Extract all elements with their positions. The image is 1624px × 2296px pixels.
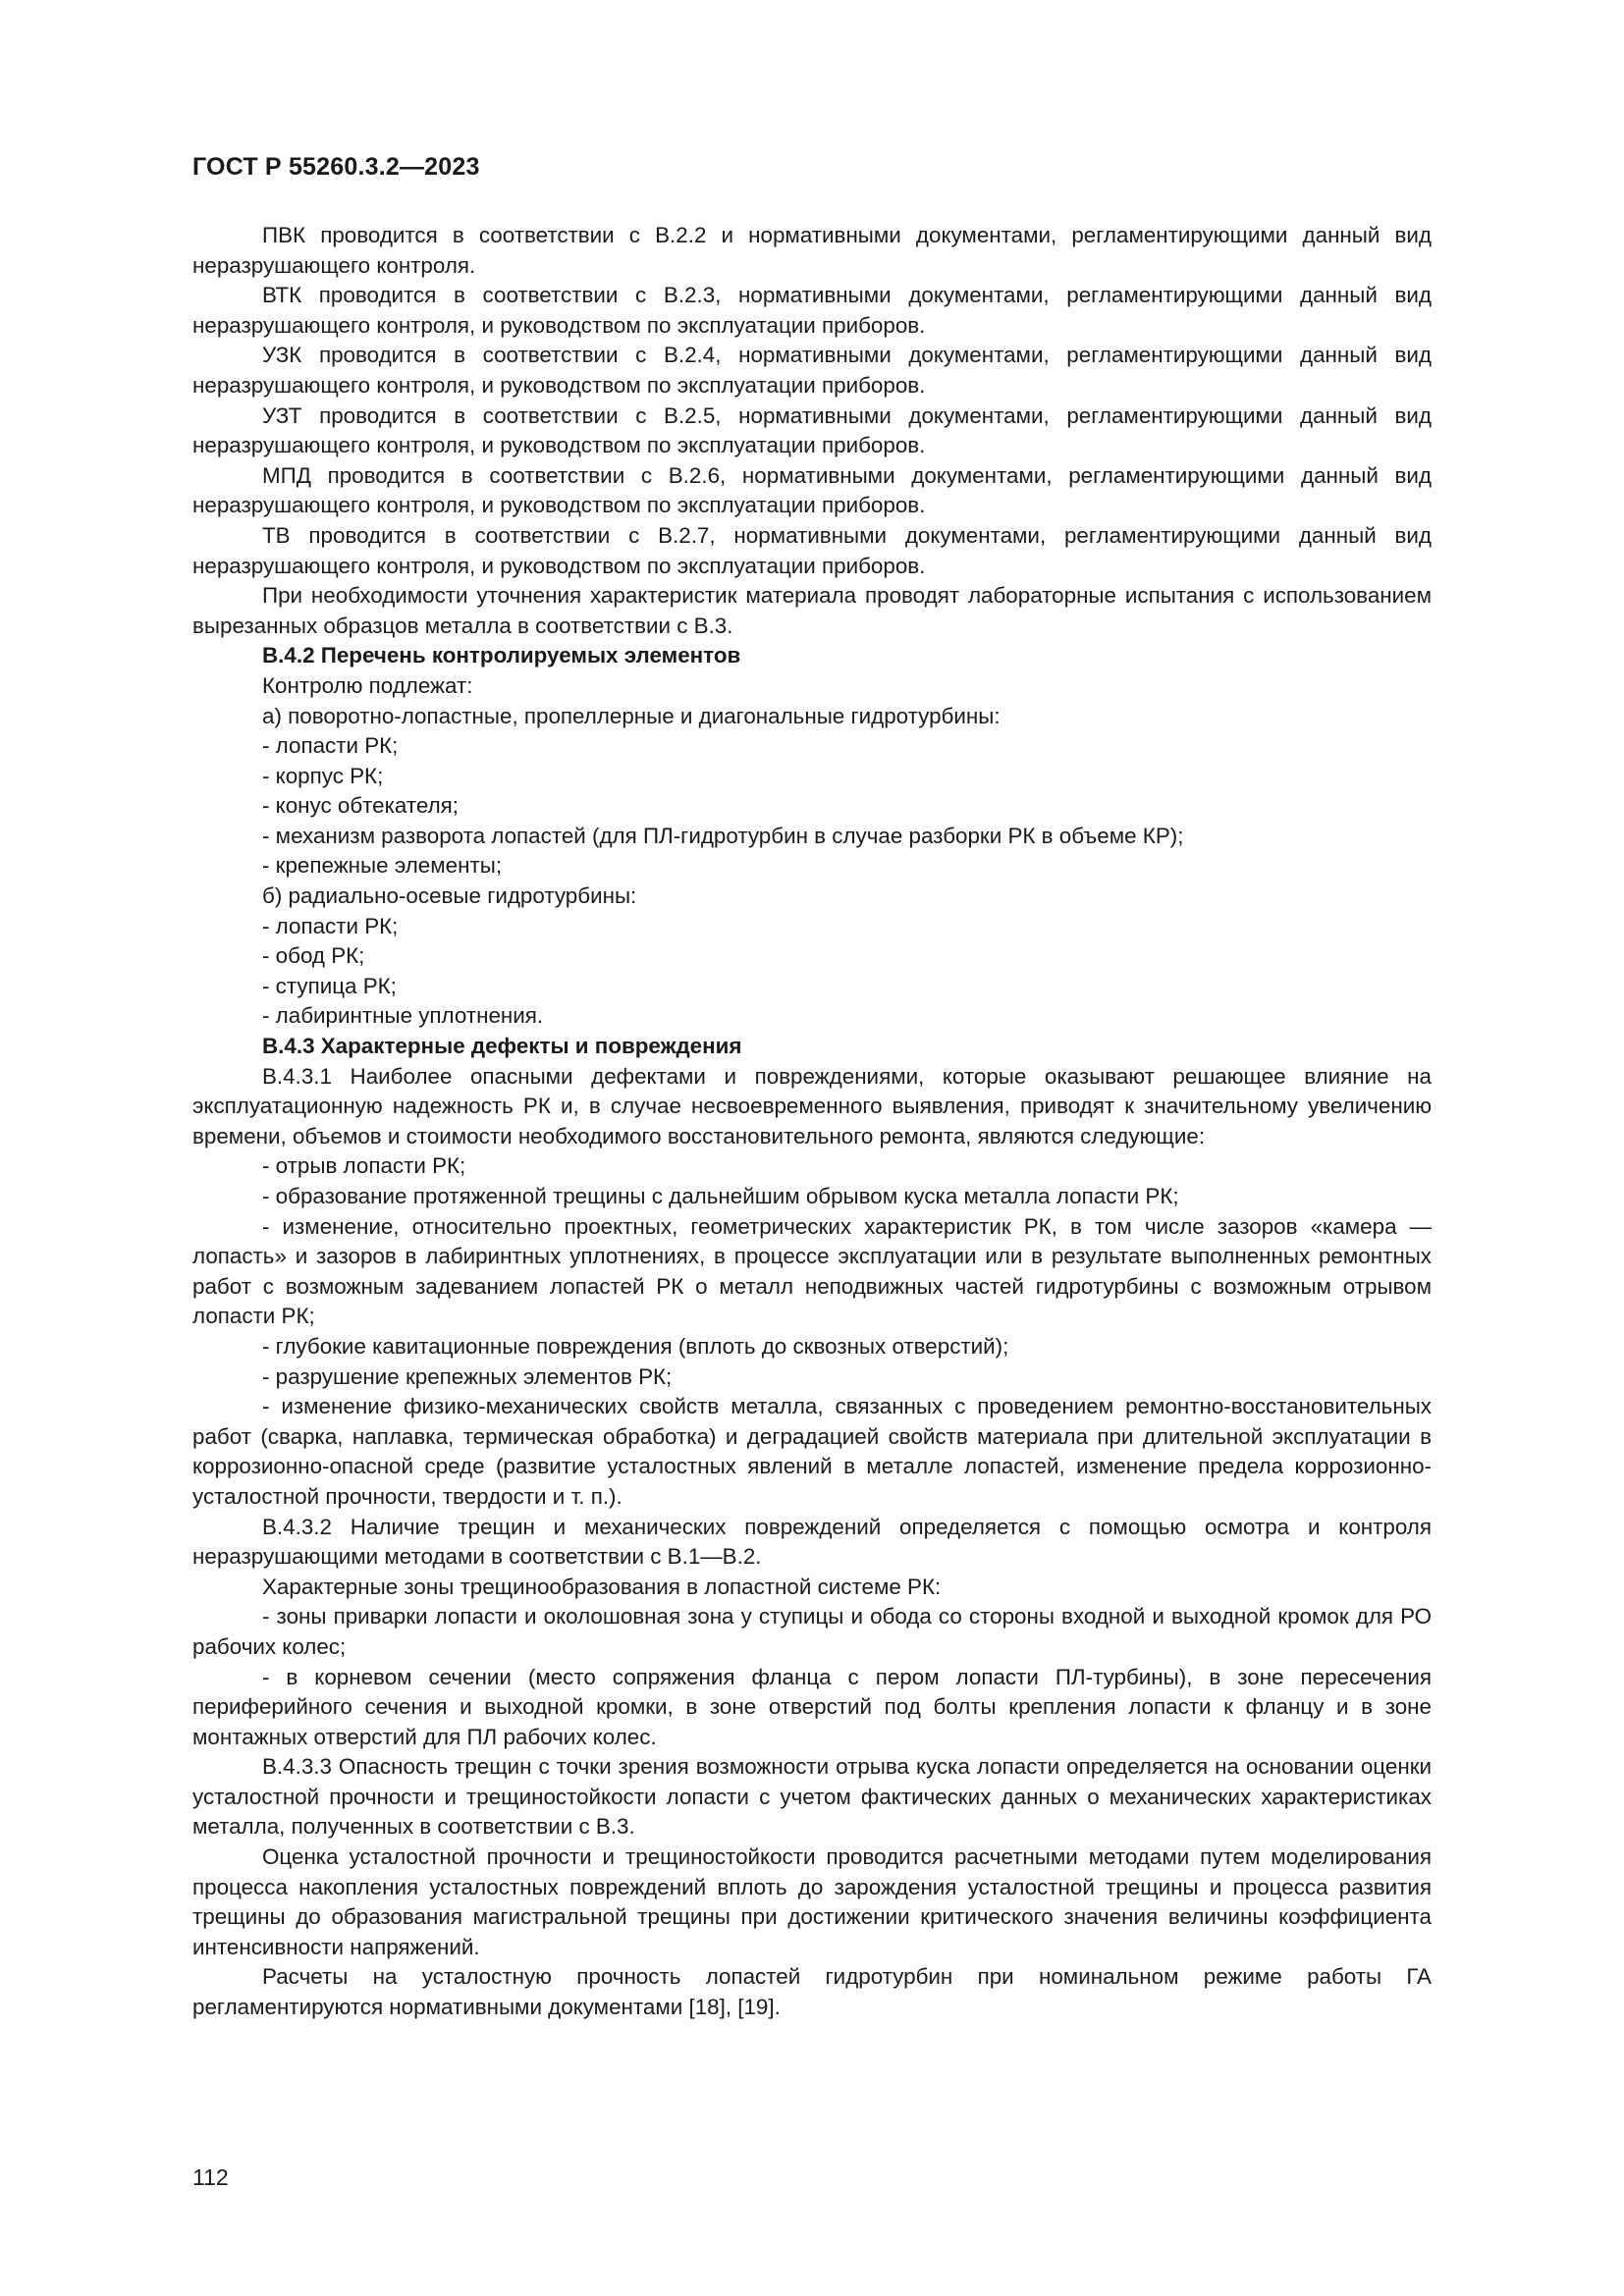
paragraph: ВТК проводится в соответствии с В.2.3, нормативными документами, регламентирующими данный вид неразрушающего контроля, и руководством по эксплуатации приборов. [192,283,1432,338]
paragraph: ТВ проводится в соответствии с В.2.7, нормативными документами, регламентирующими данный вид неразрушающего контроля, и руководством по эксплуатации приборов. [192,522,1432,578]
paragraph: Характерные зоны трещинообразования в лопастной системе РК: [262,1574,942,1599]
list-item: - отрыв лопасти РК; [262,1153,466,1179]
paragraph: В.4.3.3 Опасность трещин с точки зрения возможности отрыва куска лопасти определяется на основании оценки усталостной прочности и трещиностойкости лопасти с учетом фактических данных о механических характеристиках металла, полученных в соответствии с В.3. [192,1754,1432,1840]
body-text [192,221,1432,2023]
list-item: - изменение, относительно проектных, геометрических характеристик РК, в том числе зазоров «камера — лопасть» и зазоров в лабиринтных уплотнениях, в процессе эксплуатации или в результате выполненных ремонтных работ с возможным задеванием лопастей РК о металл неподвижных частей гидротурбины с возможным отрывом лопасти РК; [192,1213,1432,1329]
list-item: - в корневом сечении (место сопряжения фланца с пером лопасти ПЛ-турбины), в зоне пересечения периферийного сечения и выходной кромки, в зоне отверстий под болты крепления лопасти к фланцу и в зоне монтажных отверстий для ПЛ рабочих колес. [192,1664,1432,1749]
section-heading: В.4.3 Характерные дефекты и повреждения [262,1034,742,1059]
paragraph: УЗК проводится в соответствии с В.2.4, нормативными документами, регламентирующими данный вид неразрушающего контроля, и руководством по эксплуатации приборов. [192,343,1432,398]
paragraph: При необходимости уточнения характеристик материала проводят лабораторные испытания с использованием вырезанных образцов металла в соответствии с В.3. [192,583,1432,638]
list-item: - лопасти РК; [262,733,399,759]
list-group: а) поворотно-лопастные, пропеллерные и диагональные гидротурбины: [262,703,1001,728]
list-item: - ступица РК; [262,973,397,998]
list-item: - изменение физико-механических свойств металла, связанных с проведением ремонтно-восстановительных работ (сварка, наплавка, термическая обработка) и деградацией свойств материала при длительной эксплуатации в коррозионно-опасной среде (развитие усталостных явлений в металле лопастей, изменение предела коррозионно-усталостной прочности, твердости и т. п.). [192,1394,1432,1509]
page-number: 112 [192,2164,229,2190]
list-item: - зоны приварки лопасти и околошовная зона у ступицы и обода со стороны входной и выходной кромок для РО рабочих колес; [192,1604,1432,1659]
list-item: - лабиринтные уплотнения. [262,1003,544,1029]
list-item: - механизм разворота лопастей (для ПЛ-гидротурбин в случае разборки РК в объеме КР); [262,823,1184,848]
list-item: - крепежные элементы; [262,853,503,879]
paragraph: Расчеты на усталостную прочность лопастей гидротурбин при номинальном режиме работы ГА регламентируются нормативными документами [18], [19]. [192,1964,1432,2020]
list-intro: Контролю подлежат: [262,672,473,698]
paragraph: В.4.3.1 Наиболее опасными дефектами и повреждениями, которые оказывают решающее влияние на эксплуатационную надежность РК и, в случае несвоевременного выявления, приводят к значительному увеличению времени, объемов и стоимости необходимого восстановительного ремонта, являются следующие: [192,1063,1432,1148]
list-item: - корпус РК; [262,763,384,788]
paragraph: ПВК проводится в соответствии с В.2.2 и нормативными документами, регламентирующими данный вид неразрушающего контроля. [192,223,1432,278]
list-item: - образование протяженной трещины с дальнейшим обрывом куска металла лопасти РК; [262,1184,1179,1208]
paragraph: Оценка усталостной прочности и трещиностойкости проводится расчетными методами путем моделирования процесса накопления усталостных повреждений вплоть до зарождения усталостной трещины и процесса развития трещины до образования магистральной трещины при достижении критического значения величины коэффициента интенсивности напряжений. [192,1844,1432,1959]
paragraph: УЗТ проводится в соответствии с В.2.5, нормативными документами, регламентирующими данный вид неразрушающего контроля, и руководством по эксплуатации приборов. [192,402,1432,458]
list-item: - разрушение крепежных элементов РК; [262,1363,673,1389]
list-item: - обод РК; [262,943,365,969]
section-heading: В.4.2 Перечень контролируемых элементов [262,643,741,668]
standard-header: ГОСТ Р 55260.3.2—2023 [192,153,480,181]
list-item: - конус обтекателя; [262,793,460,819]
list-item: - лопасти РК; [262,913,399,938]
paragraph: МПД проводится в соответствии с В.2.6, нормативными документами, регламентирующими данный вид неразрушающего контроля, и руководством по эксплуатации приборов. [192,462,1432,518]
list-item: - глубокие кавитационные повреждения (вплоть до сквозных отверстий); [262,1333,1009,1359]
list-group: б) радиально-осевые гидротурбины: [262,883,637,909]
paragraph: В.4.3.2 Наличие трещин и механических повреждений определяется с помощью осмотра и контроля неразрушающими методами в соответствии с В.1—В.2. [192,1514,1432,1570]
